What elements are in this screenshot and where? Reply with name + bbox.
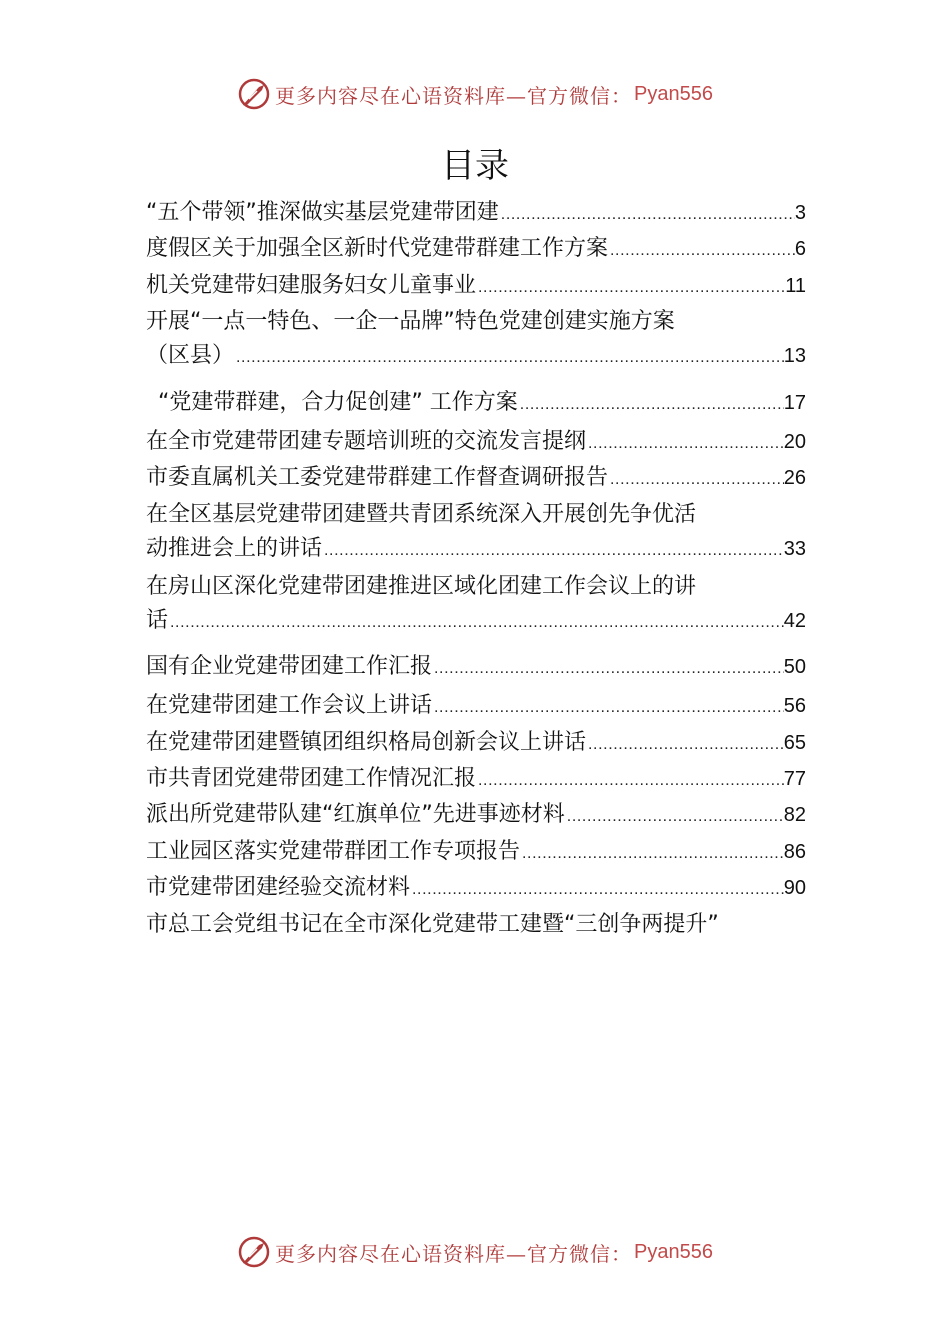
dot-leader	[499, 198, 795, 232]
toc-page-number: 20	[783, 431, 806, 453]
toc-entry[interactable]	[146, 425, 806, 461]
dot-leader	[518, 388, 784, 422]
dot-leader	[476, 764, 784, 798]
toc-page-number: 77	[783, 768, 806, 790]
toc-page-number: 42	[783, 610, 806, 632]
banner-wechat-id: Pyan556	[634, 82, 713, 105]
banner-wechat-id: Pyan556	[634, 1240, 713, 1263]
toc-entry-text: 话	[146, 608, 169, 633]
toc-entry[interactable]	[146, 269, 806, 305]
banner-text: 更多内容尽在心语资料库—官方微信：	[275, 1241, 633, 1266]
toc-page-number: 90	[783, 877, 806, 899]
toc-entry-text: 在党建带团建工作会议上讲话	[146, 693, 433, 718]
toc-entry[interactable]	[146, 835, 806, 871]
footer-banner	[0, 1232, 950, 1272]
banner-text: 更多内容尽在心语资料库—官方微信：	[275, 83, 633, 108]
dot-leader	[168, 606, 784, 640]
toc-entry[interactable]	[146, 196, 806, 232]
toc-page-number: 33	[783, 538, 806, 560]
toc-page-number: 3	[794, 202, 806, 224]
toc-entry-text-line1: 在房山区深化党建带团建推进区域化团建工作会议上的讲	[146, 574, 697, 599]
toc-entry[interactable]	[146, 498, 806, 568]
toc-page-number: 50	[783, 656, 806, 678]
dot-leader	[608, 463, 784, 497]
toc-entry[interactable]	[146, 232, 806, 268]
dot-leader	[410, 873, 784, 907]
toc-entry-text-line1: 开展“一点一特色、一企一品牌”特色党建创建实施方案	[146, 309, 675, 334]
dot-leader	[432, 652, 784, 686]
toc-entry[interactable]	[146, 570, 806, 640]
dot-leader	[432, 691, 784, 725]
toc-entry[interactable]	[146, 871, 806, 907]
toc-entry[interactable]	[146, 798, 806, 834]
toc-entry-text: 国有企业党建带团建工作汇报	[146, 654, 433, 679]
toc-page-number: 13	[783, 345, 806, 367]
dot-leader	[476, 271, 785, 305]
dot-leader	[608, 234, 795, 268]
toc-entry-text: 市总工会党组书记在全市深化党建带工建暨“三创争两提升”	[146, 912, 719, 937]
toc-entry[interactable]	[146, 908, 806, 942]
toc-entry-text: 市委直属机关工委党建带群建工作督查调研报告	[146, 465, 609, 490]
toc-entry[interactable]	[146, 305, 806, 375]
toc-page-number: 82	[783, 804, 806, 826]
dot-leader	[234, 341, 784, 375]
dot-leader	[520, 837, 784, 871]
toc-entry-text: （区县）	[146, 343, 235, 368]
toc-entry-text-line1: 在全区基层党建带团建暨共青团系统深入开展创先争优活	[146, 502, 697, 527]
toc-entry-text: 度假区关于加强全区新时代党建带群建工作方案	[146, 236, 609, 261]
toc-page-number: 26	[783, 467, 806, 489]
dot-leader	[586, 728, 784, 762]
toc-entry-text: 在党建带团建暨镇团组织格局创新会议上讲话	[146, 730, 587, 755]
toc-page-number: 86	[783, 841, 806, 863]
toc-entry[interactable]	[146, 461, 806, 497]
toc-entry[interactable]	[146, 386, 806, 422]
toc-entry-text: 派出所党建带队建“红旗单位”先进事迹材料	[146, 802, 565, 827]
toc-page-number: 65	[783, 732, 806, 754]
toc-page-number: 6	[794, 238, 806, 260]
toc-entry-text: 市共青团党建带团建工作情况汇报	[146, 766, 477, 791]
toc-page-number: 11	[785, 275, 806, 297]
toc-entry-text: 在全市党建带团建专题培训班的交流发言提纲	[146, 429, 587, 454]
quill-pen-logo-icon	[237, 77, 271, 111]
toc-entry-text: “党建带群建，合力促创建” 工作方案	[158, 390, 518, 415]
header-banner	[0, 74, 950, 114]
toc-entry[interactable]	[146, 689, 806, 725]
toc-entry-text: “五个带领”推深做实基层党建带团建	[146, 200, 499, 225]
quill-pen-logo-icon	[237, 1235, 271, 1269]
toc-entry[interactable]	[146, 650, 806, 686]
toc-entry-text: 市党建带团建经验交流材料	[146, 875, 411, 900]
toc-page-number: 56	[783, 695, 806, 717]
toc-entry[interactable]	[146, 762, 806, 798]
dot-leader	[322, 534, 784, 568]
toc-entry-text: 工业园区落实党建带群团工作专项报告	[146, 839, 521, 864]
toc-title: 目录	[441, 146, 509, 186]
toc-entry[interactable]	[146, 726, 806, 762]
toc-entry-text: 动推进会上的讲话	[146, 536, 323, 561]
dot-leader	[586, 427, 784, 461]
toc-page-number: 17	[783, 392, 806, 414]
dot-leader	[565, 800, 784, 834]
toc-entry-text: 机关党建带妇建服务妇女儿童事业	[146, 273, 477, 298]
